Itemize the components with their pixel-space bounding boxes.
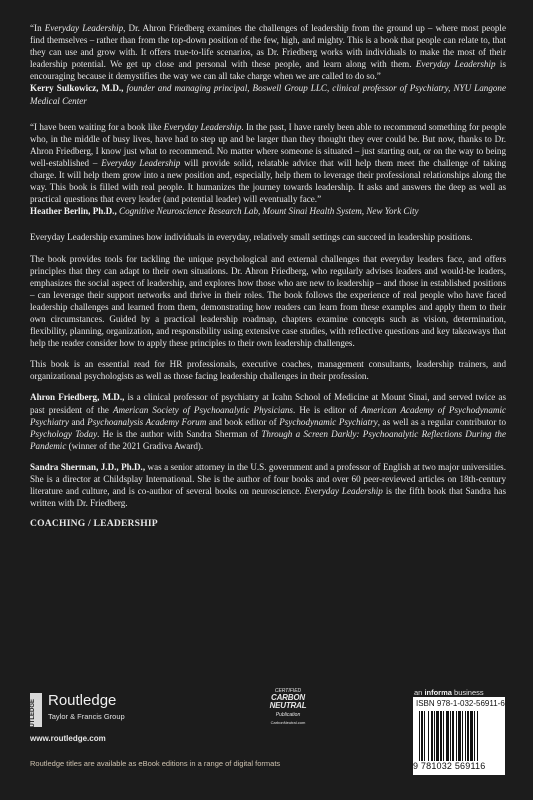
- publisher-url[interactable]: www.routledge.com: [30, 734, 106, 743]
- author-name: Ahron Friedberg, M.D.,: [30, 392, 125, 403]
- author-name: Sandra Sherman, J.D., Ph.D.,: [30, 461, 146, 472]
- book-title: Everyday Leadership: [163, 121, 242, 132]
- carbon-neutral-badge-icon: CERTIFIED CARBON NEUTRAL Publication CarbonNeutral.com: [269, 688, 307, 725]
- book-title: Everyday Leadership: [415, 59, 496, 70]
- ebook-note: Routledge titles are available as eBook editions in a range of digital formats: [30, 759, 281, 768]
- publisher-name: Routledge: [48, 692, 117, 709]
- endorser-affiliation: founder and managing principal, Boswell Group LLC, clinical professor of Psychiatry, NYU Langone Medical Center: [30, 83, 506, 106]
- barcode-digits: 9 781032 569116: [413, 761, 486, 771]
- summary-paragraph-3: This book is an essential read for HR professionals, executive coaches, management consultants, leadership trainers, and organizational psychologists as well as those facing leadership challenges in their profession.: [30, 359, 506, 382]
- endorsement-1-text: “In Everyday Leadership, Dr. Ahron Friedberg examines the challenges of leadership from the ground up – where most people find themselves – rather than from the top-down position of the few, high, and mighty. This is a book that people can relate to, that they can use and grow with. It offers true-to-life scenarios, as Dr. Friedberg works with individuals to make the most of their leadership potential. We get up close and personal with these people, and learn along with them. Everyday Leadership is encouraging because it demystifies the way we can all take charge when we are called to do so.”: [30, 23, 506, 82]
- book-title: Everyday Leadership: [101, 157, 181, 168]
- endorsement-1-attribution: [30, 82, 506, 106]
- isbn-barcode: [413, 697, 505, 775]
- summary-paragraph-2: The book provides tools for tackling the unique psychological and external challenges that everyday leaders face, and offers principles that they can adapt to their own situations. Dr. Ahron Friedberg, who regularly advises leaders and would-be leaders, emphasizes the social aspect of leadership, and explores how those who are new to leadership – and those in established positions – can leverage their support networks and thrive in their roles. The book follows the experience of real people who have faced leadership challenges and learned from them, demonstrating how readers can learn from these examples and apply them to their own circumstances. Guided by a practical leadership roadmap, chapters examine concepts such as vision, determination, flexibility, planning, organization, and responsibility using extensive case studies, with reflective questions and key takeaways that help the reader consider how to apply these principles to their own leadership challenges.: [30, 253, 506, 349]
- author-bio-sherman: Sandra Sherman, J.D., Ph.D., was a senior attorney in the U.S. government and a professor of English at two major universities. She is a director at Childsplay International. She is the author of four books and over 60 peer-reviewed articles on 18th-century literature and culture, and is co-author of several books on neuroscience. Everyday Leadership is the fifth book that Sandra has written with Dr. Friedberg.: [30, 461, 507, 509]
- endorser-name: Heather Berlin, Ph.D.,: [30, 206, 117, 217]
- routledge-logo-icon: ROUTLEDGE: [30, 693, 42, 727]
- endorser-affiliation: Cognitive Neuroscience Research Lab, Mount Sinai Health System, New York City: [116, 206, 419, 217]
- endorsement-2: [30, 121, 506, 218]
- endorsement-2-attribution: [30, 205, 506, 217]
- endorser-name: Kerry Sulkowicz, M.D.,: [30, 83, 124, 94]
- book-title: Everyday Leadership: [44, 23, 124, 33]
- informa-tagline: an informa business: [414, 688, 484, 697]
- publisher-group: Taylor & Francis Group: [48, 712, 125, 721]
- isbn-text: ISBN 978-1-032-56911-6: [416, 699, 505, 708]
- author-bio-friedberg: Ahron Friedberg, M.D., is a clinical professor of psychiatry at Icahn School of Medicine at Mount Sinai, and served twice as past president of the American Society of Psychoanalytic Physicians. He is editor of American Academy of Psychodynamic Psychiatry and Psychoanalysis Academy Forum and book editor of Psychodynamic Psychiatry, as well as a regular contributor to Psychology Today. He is the author with Sandra Sherman of Through a Screen Darkly: Psychoanalytic Reflections During the Pandemic (winner of the 2021 Gradiva Award).: [30, 392, 507, 451]
- category-label: COACHING / LEADERSHIP: [30, 518, 158, 530]
- endorsement-2-text: “I have been waiting for a book like Everyday Leadership. In the past, I have rarely been able to recommend something for people who, in the middle of busy lives, have had to step up and be larger than they thought they ever could be. But now, thanks to Dr. Ahron Friedberg, I know just what to recommend. No matter where someone is situated – just starting out, or on the way to being well-established – Everyday Leadership will provide solid, relatable advice that will help them meet the challenge of taking charge. It will help them grow into a new position and, especially, help them to leverage their professional relationships along the way. This book is filled with real people. It humanizes the journey towards leadership. It asks and answers the deep as well as practical questions that every leader (and potential leader) will eventually face.”: [30, 121, 507, 205]
- summary-paragraph-1: Everyday Leadership examines how individuals in everyday, relatively small settings can succeed in leadership positions.: [30, 232, 473, 243]
- back-cover-text: [30, 22, 506, 529]
- barcode-icon: [419, 711, 501, 761]
- endorsement-1: [30, 22, 506, 107]
